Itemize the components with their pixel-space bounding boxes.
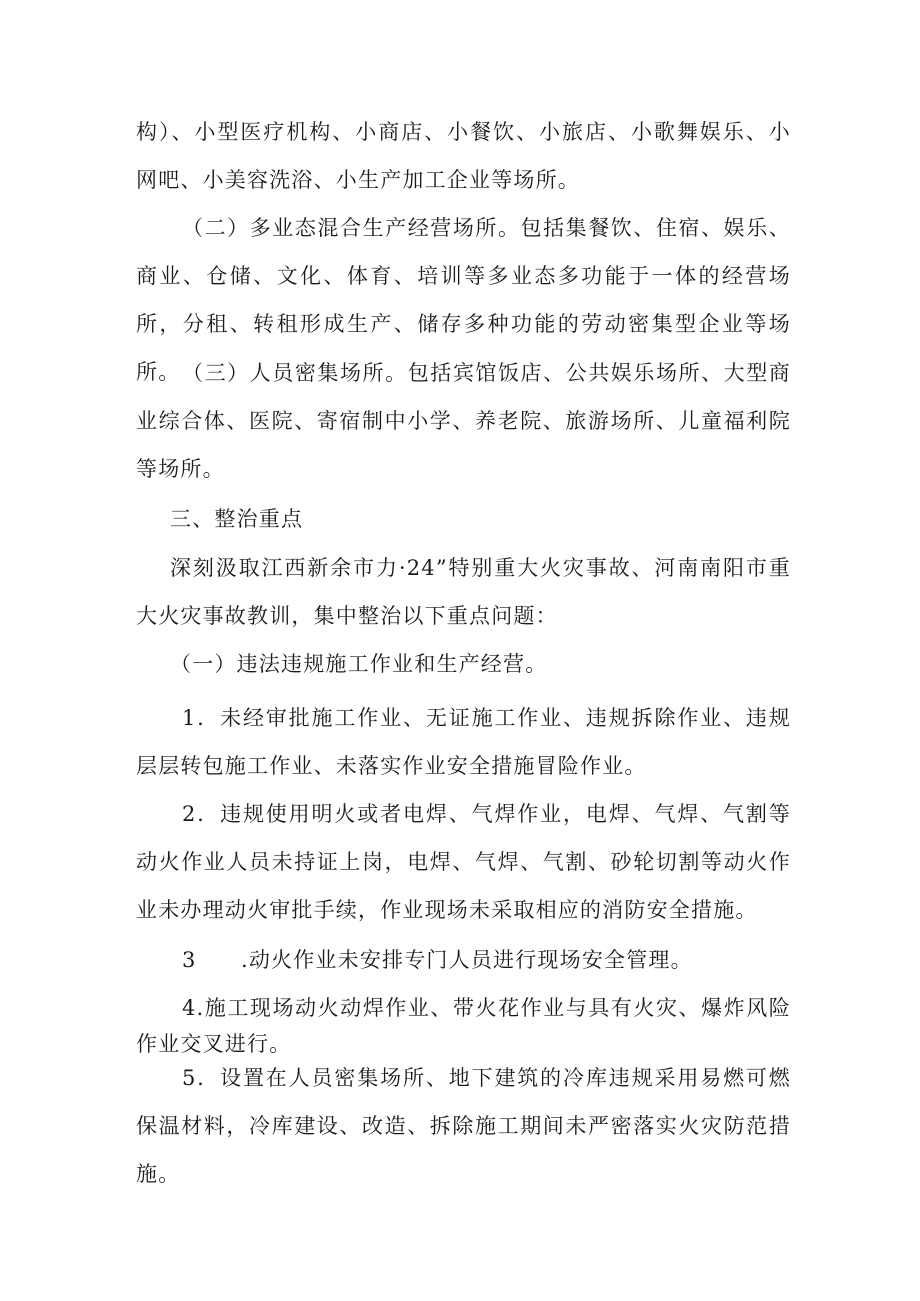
list-item-5: 5．设置在人员密集场所、地下建筑的冷库违规采用易燃可燃保温材料，冷库建设、改造、拆除施工期间未严密落实火灾防范措施。 <box>136 1066 791 1186</box>
list-item-1: 1．未经审批施工作业、无证施工作业、违规拆除作业、违规层层转包施工作业、未落实作业安全措施冒险作业。 <box>136 706 791 778</box>
list-item-4: 4.施工现场动火动焊作业、带火花作业与具有火灾、爆炸风险作业交叉进行。 <box>136 996 791 1056</box>
paragraph-continuation: 构）、小型医疗机构、小商店、小餐饮、小旅店、小歌舞娱乐、小网吧、小美容洗浴、小生产加工企业等场所。 <box>136 120 791 192</box>
list-item-3: 3 .动火作业未安排专门人员进行现场安全管理。 <box>182 948 693 972</box>
subsection-heading: （一）违法违规施工作业和生产经营。 <box>170 652 548 676</box>
list-item-2: 2．违规使用明火或者电焊、气焊作业，电焊、气焊、气割等动火作业人员未持证上岗，电焊、气焊、气割、砂轮切割等动火作业未办理动火审批手续，作业现场未采取相应的消防安全措施。 <box>136 802 791 922</box>
paragraph-item-3: （三）人员密集场所。包括宾馆饭店、公共娱乐场所、大型商业综合体、医院、寄宿制中小学、养老院、旅游场所、儿童福利院等场所。 <box>136 361 791 481</box>
section-heading: 三、整治重点 <box>170 507 304 531</box>
paragraph-intro: 深刻汲取江西新余市力·24”特别重大火灾事故、河南南阳市重大火灾事故教训，集中整治以下重点问题： <box>136 556 791 628</box>
paragraph-item-2: （二）多业态混合生产经营场所。包括集餐饮、住宿、娱乐、商业、仓储、文化、体育、培训等多业态多功能于一体的经营场所，分租、转租形成生产、储存多种功能的劳动密集型企业等场所。 <box>136 216 791 384</box>
